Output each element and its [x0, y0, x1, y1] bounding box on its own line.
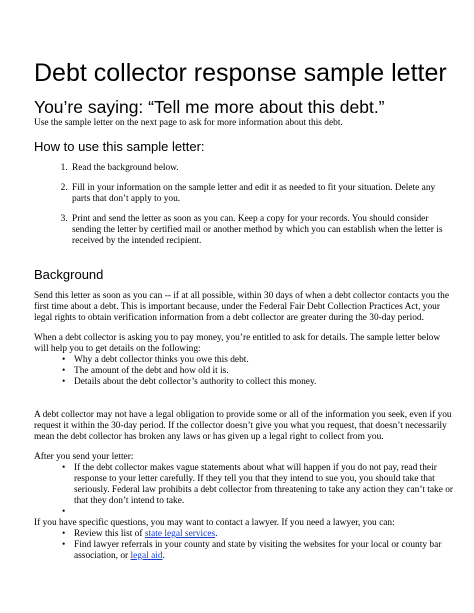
legal-aid-link[interactable]: legal aid: [130, 551, 163, 561]
empty-list-item: [74, 507, 454, 518]
how-to-heading: How to use this sample letter:: [34, 139, 205, 154]
list-item: • Details about the debt collector’s authority to collect this money.: [74, 377, 454, 388]
background-paragraph: If you have specific questions, you may want to contact a lawyer. If you need a lawyer, you can:: [34, 518, 395, 528]
step-item: 3. Print and send the letter as soon as you can. Keep a copy for your records. You should consider sending the letter by certified mail or another method by which you can establish when the letter is received by the intended recipient.: [70, 214, 454, 247]
background-paragraph: A debt collector may not have a legal obligation to provide some or all of the information you seek, even if you request it within the 30-day period. If the collector doesn’t give you what you request, that doesn’t necessarily mean the debt collector has broken any laws or has given up a legal right to collect from you.: [34, 410, 452, 442]
state-legal-services-link[interactable]: state legal services: [144, 529, 216, 539]
details-list: [34, 355, 454, 388]
document-page: [34, 58, 454, 562]
background-heading: Background: [34, 267, 104, 282]
page-title: Debt collector response sample letter: [34, 59, 447, 87]
background-paragraph: When a debt collector is asking you to pay money, you’re entitled to ask for details. The sample letter below will help you to get details on the following:: [34, 333, 441, 354]
list-item: • The amount of the debt and how old it is.: [74, 366, 454, 377]
step-item: 2. Fill in your information on the sample letter and edit it as needed to fit your situation. Delete any parts that don’t apply to you.: [70, 183, 454, 205]
list-item: [74, 529, 454, 540]
intro-text: Use the sample letter on the next page to ask for more information about this debt.: [34, 118, 343, 128]
background-paragraph: After you send your letter:: [34, 452, 134, 462]
steps-list: [34, 163, 454, 247]
background-paragraph: Send this letter as soon as you can -- if at all possible, within 30 days of when a debt collector contacts you the first time about a debt. This is important because, under the Federal Fair Debt Collection Practices Act, your legal rights to obtain verification information from a debt collector are greater during the 30-day period.: [34, 291, 450, 323]
step-item: 1. Read the background below.: [70, 163, 454, 174]
list-item: [74, 540, 454, 562]
list-item: • If the debt collector makes vague statements about what will happen if you do not pay, read their response to your letter carefully. If they tell you that they intend to sue you, you should take that seriously. Federal law prohibits a debt collector from threatening to take any action they can’t take or that they don’t intend to take.: [74, 463, 454, 507]
list-item-text: .: [215, 529, 218, 539]
list-item: • Why a debt collector thinks you owe this debt.: [74, 355, 454, 366]
page-subtitle: You’re saying: “Tell me more about this debt.”: [34, 97, 385, 117]
list-item-text: Find lawyer referrals in your county and state by visiting the websites for your local or county bar association, or: [74, 540, 442, 561]
lawyer-options-list: [34, 529, 454, 562]
after-send-list: [34, 463, 454, 518]
list-item-text: .: [162, 551, 165, 561]
list-item-text: Review this list of: [74, 529, 145, 539]
